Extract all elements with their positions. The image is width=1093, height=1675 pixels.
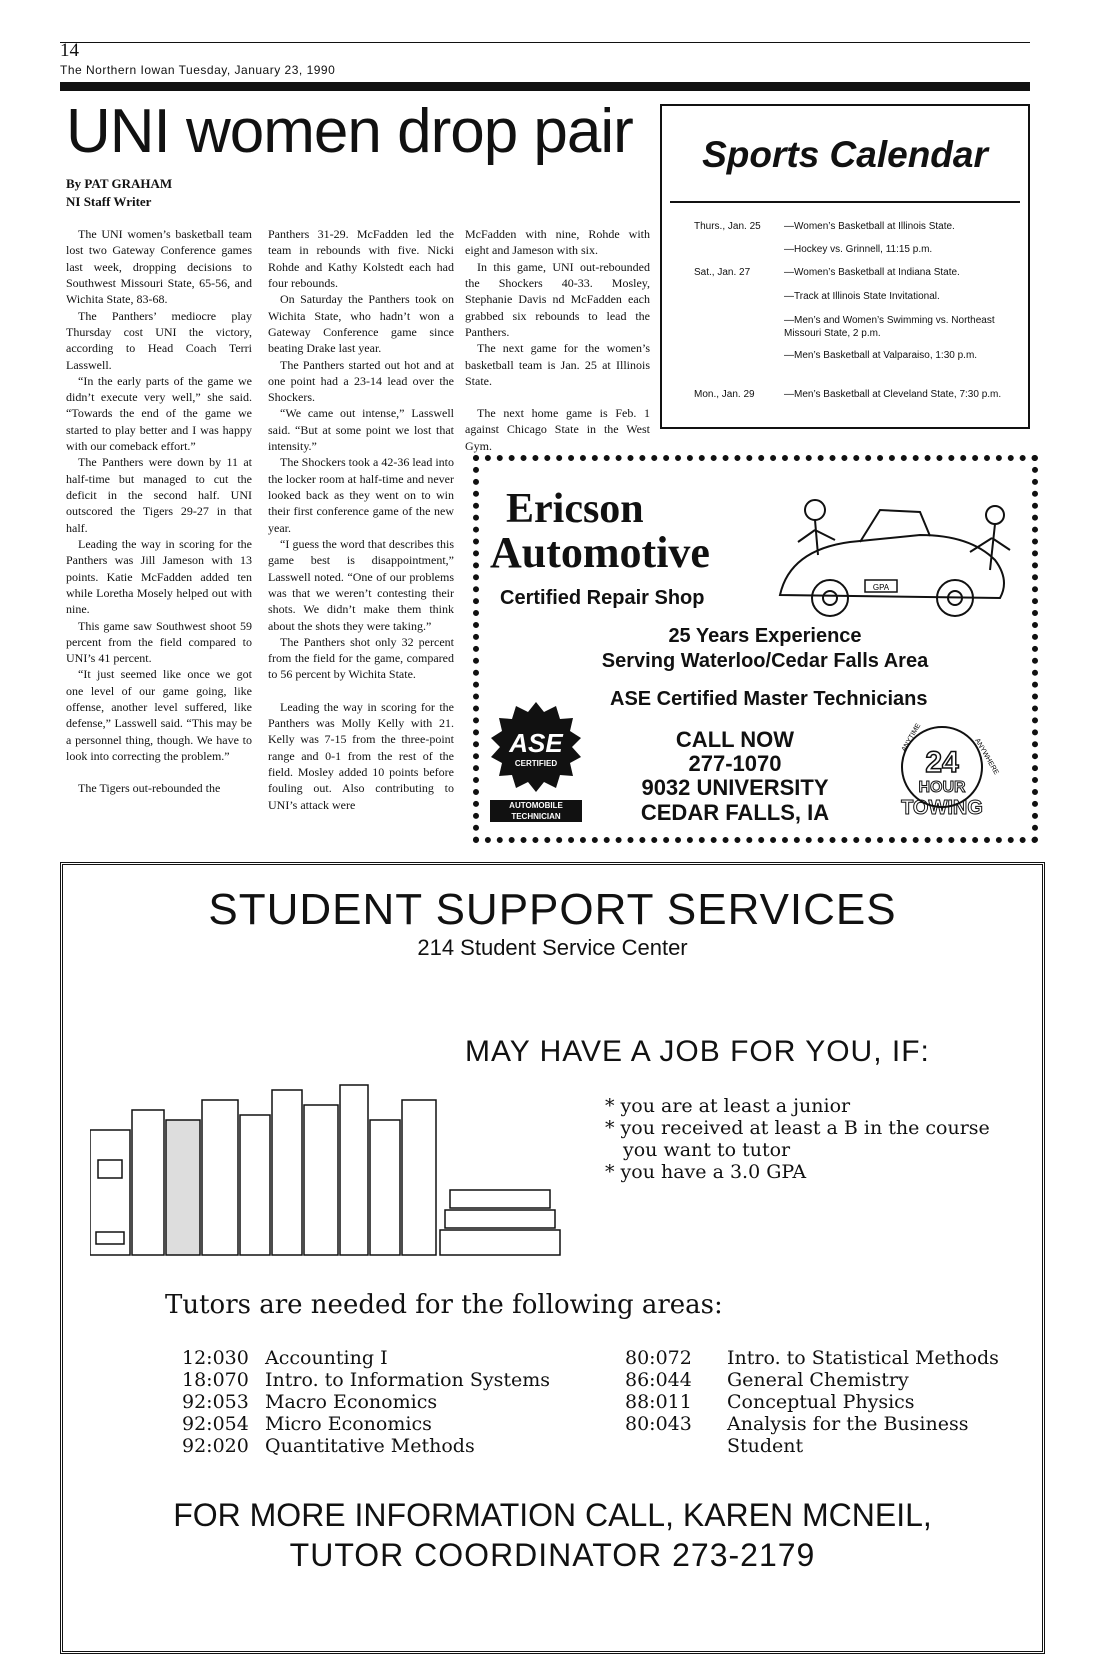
calendar-event: —Men’s and Women’s Swimming vs. Northeast Missouri State, 2 p.m. (784, 315, 995, 339)
books-illustration (90, 1060, 590, 1260)
paragraph: The Shockers took a 42-36 lead into the locker room at half-time and never looked back as they went on to win their first conference game of the new year. (268, 455, 454, 535)
article-column-3 (465, 226, 650, 454)
paragraph: The Panthers shot only 32 percent from the field for the game, compared to 56 percent by Wichita State. (268, 634, 454, 682)
course-name: Micro Economics (265, 1413, 432, 1435)
course-code: 18:070 (182, 1369, 249, 1391)
calendar-title: Sports Calendar (702, 134, 988, 175)
course-code: 88:011 (625, 1391, 692, 1413)
automotive-name: Automotive (490, 528, 710, 577)
course-name: Intro. to Information Systems (265, 1369, 550, 1391)
paragraph: “We came out intense,” Lasswell said. “But at some point we lost that intensity.” (268, 406, 454, 454)
page-number: 14 (60, 40, 79, 61)
condition-item: * you are at least a junior (605, 1095, 851, 1117)
24-hour-towing-badge (875, 722, 1010, 822)
course-name: Student (727, 1435, 804, 1457)
course-code: 92:053 (182, 1391, 249, 1413)
years-experience: 25 Years Experience (668, 625, 862, 647)
coordinator-line: TUTOR COORDINATOR 273-2179 (289, 1537, 816, 1573)
course-name: General Chemistry (727, 1369, 909, 1391)
towing-24: 24 (925, 746, 959, 779)
cartoon-car-illustration (770, 480, 1020, 620)
ericson-name: Ericson (506, 486, 644, 532)
header-bar (60, 82, 1030, 91)
byline-author: By PAT GRAHAM (66, 176, 173, 191)
course-name: Macro Economics (265, 1391, 438, 1413)
calendar-event: —Women’s Basketball at Indiana State. (784, 267, 960, 278)
condition-item: * you have a 3.0 GPA (605, 1161, 807, 1183)
course-name: Quantitative Methods (265, 1435, 475, 1457)
ase-logo-text: ASE (509, 728, 563, 758)
course-code: 80:072 (625, 1347, 692, 1369)
paragraph: The Panthers’ mediocre play Thursday cost UNI the victory, according to Head Coach Terri Lasswell. (66, 308, 252, 372)
course-code: 92:020 (182, 1435, 249, 1457)
automobile-technician-label: AUTOMOBILE TECHNICIAN (490, 800, 582, 822)
call-now: CALL NOW (675, 727, 795, 752)
paragraph: In this game, UNI out-rebounded the Shockers 40-33. Mosley, Stephanie Davis nd McFadden each grabbed six rebounds to lead the Panthers. (465, 259, 650, 339)
license-plate-text: GPA (872, 583, 890, 592)
byline (66, 175, 172, 210)
contact-block (625, 728, 845, 825)
calendar-event: —Hockey vs. Grinnell, 11:15 p.m. (784, 244, 933, 255)
tutors-heading: Tutors are needed for the following areas: (165, 1290, 723, 1320)
calendar-day: Mon., Jan. 29 (694, 389, 755, 400)
course-name: Analysis for the Business (727, 1413, 969, 1435)
paragraph: Leading the way in scoring for the Panthers was Molly Kelly with 21. Kelly was 7-15 from the three-point range and 0-1 from the rest of the field. Mosley added 10 points before fouling out. Also contributing to UNI’s attack were (268, 699, 454, 812)
article-column-1 (66, 226, 252, 797)
info-line: FOR MORE INFORMATION CALL, KAREN MCNEIL, (173, 1497, 932, 1533)
towing-anytime: ANYTIME (900, 722, 923, 753)
paragraph: The next game for the women’s basketball team is Jan. 25 at Illinois State. (465, 341, 650, 388)
article-column-2 (268, 226, 454, 813)
calendar-event: —Men’s Basketball at Cleveland State, 7:30 p.m. (784, 389, 1002, 400)
city: CEDAR FALLS, IA (640, 799, 830, 825)
course-code: 92:054 (182, 1413, 249, 1435)
paragraph: The Tigers out-rebounded the (78, 781, 221, 796)
towing-anywhere: ANYWHERE (973, 737, 1000, 777)
paragraph: “In the early parts of the game we didn’t execute very well,” she said. “Towards the end of the game we started to play better and I was happy with our comeback effort.” (66, 373, 252, 454)
top-rule (60, 42, 1030, 43)
calendar-day: Sat., Jan. 27 (694, 267, 751, 278)
byline-title: NI Staff Writer (66, 193, 152, 209)
serving-area: Serving Waterloo/Cedar Falls Area (601, 650, 929, 672)
course-code: 12:030 (182, 1347, 249, 1369)
calendar-event: —Women’s Basketball at Illinois State. (784, 221, 955, 232)
calendar-event: —Men’s Basketball at Valparaiso, 1:30 p.m. (784, 350, 978, 361)
calendar-event: —Track at Illinois State Invitational. (784, 291, 940, 302)
paragraph: The next home game is Feb. 1 against Chicago State in the West Gym. (465, 406, 650, 453)
paragraph: “I guess the word that describes this game best is disappointment,” Lasswell noted. “One of our problems was that we weren’t contesting their shots. We didn’t make them think about the shots they were taking.” (268, 536, 454, 633)
course-name: Intro. to Statistical Methods (727, 1347, 999, 1369)
certified-repair-shop: Certified Repair Shop (500, 587, 705, 609)
course-code: 86:044 (625, 1369, 692, 1391)
towing-hour: HOUR (918, 779, 966, 796)
sss-title: STUDENT SUPPORT SERVICES (208, 885, 897, 934)
paragraph: Leading the way in scoring for the Panthers was Jill Jameson with 13 points. Katie McFadden added ten while Loretha Mosely helped out with nine. (66, 536, 252, 617)
paragraph: Panthers 31-29. McFadden led the team in rebounds with five. Nicki Rohde and Kathy Kolstedt each had four rebounds. (268, 227, 454, 290)
paragraph: The UNI women’s basketball team lost two Gateway Conference games last week, dropping decisions to Southwest Missouri State, 65-56, and Wichita State, 83-68. (66, 227, 252, 307)
course-name: Conceptual Physics (727, 1391, 915, 1413)
condition-item: * you received at least a B in the course (605, 1117, 990, 1139)
street-address: 9032 UNIVERSITY (641, 775, 829, 801)
condition-item: you want to tutor (623, 1139, 791, 1161)
sss-subtitle: 214 Student Service Center (417, 935, 688, 960)
paragraph: On Saturday the Panthers took on Wichita State, who hadn’t won a Gateway Conference game since beating Drake last year. (268, 292, 454, 356)
calendar-rule (670, 201, 1020, 203)
running-head: The Northern Iowan Tuesday, January 23, 1990 (60, 63, 336, 77)
course-code: 80:043 (625, 1413, 692, 1435)
calendar-day: Thurs., Jan. 25 (694, 221, 761, 232)
ase-certified-line: ASE Certified Master Technicians (610, 688, 928, 710)
ase-logo-sub: CERTIFIED (514, 759, 558, 768)
paragraph: This game saw Southwest shoot 59 percent from the field compared to UNI’s 41 percent. (66, 618, 252, 666)
phone-number: 277-1070 (688, 751, 782, 777)
sports-calendar (660, 104, 1030, 429)
job-headline: MAY HAVE A JOB FOR YOU, IF: (465, 1035, 930, 1068)
article-headline: UNI women drop pair (66, 97, 633, 166)
paragraph: McFadden with nine, Rohde with eight and Jameson with six. (465, 227, 650, 258)
paragraph: The Panthers started out hot and at one point had a 23-14 lead over the Shockers. (268, 357, 454, 405)
paragraph: The Panthers were down by 11 at half-time but managed to cut the deficit in the second half. UNI outscored the Tigers 29-27 in that half. (66, 455, 252, 535)
course-name: Accounting I (265, 1347, 388, 1369)
paragraph: “It just seemed like once we got one level of our game going, like offense, another level suffered, like defense,” Lasswell said. “This may be a personnel thing, though. We have to look into correcting the problem.” (66, 667, 252, 763)
towing-word: TOWING (901, 797, 983, 819)
ase-seal-icon (490, 700, 582, 795)
